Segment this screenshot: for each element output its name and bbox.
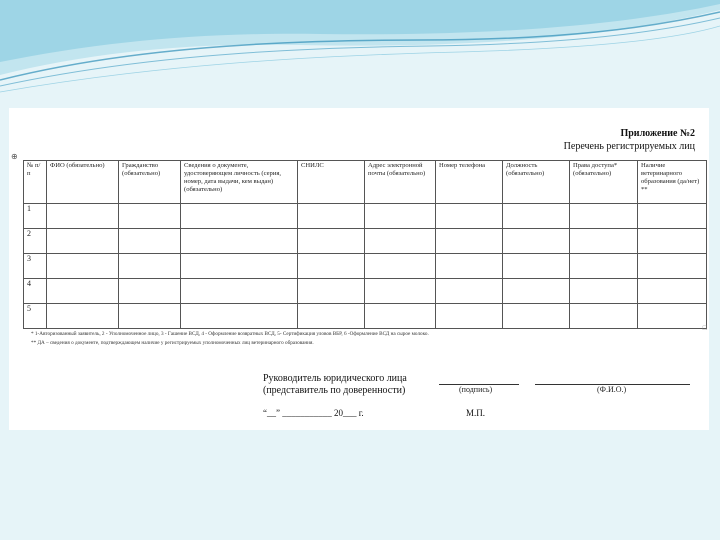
table-cell[interactable] [365, 254, 436, 279]
table-cell[interactable] [365, 204, 436, 229]
table-cell[interactable] [570, 254, 638, 279]
table-row [24, 254, 707, 279]
table-cell[interactable] [47, 304, 119, 329]
table-cell[interactable] [570, 229, 638, 254]
table-row [24, 279, 707, 304]
signatory-title-line1: Руководитель юридического лица [263, 373, 407, 384]
table-cell[interactable] [119, 229, 181, 254]
table-cell[interactable] [638, 304, 707, 329]
appendix-number: Приложение №2 [620, 128, 695, 139]
table-cell[interactable] [119, 304, 181, 329]
col-header-citizenship: Гражданство (обязательно) [119, 161, 181, 204]
table-cell[interactable] [570, 304, 638, 329]
table-row [24, 204, 707, 229]
table-cell[interactable] [365, 279, 436, 304]
row-number: 2 [24, 229, 47, 254]
table-cell[interactable] [570, 279, 638, 304]
table-row [24, 304, 707, 329]
appendix-header [564, 127, 695, 153]
table-cell[interactable] [298, 204, 365, 229]
table-cell[interactable] [181, 204, 298, 229]
footnote-vet-education: ** ДА – сведения о документе, подтверждающем наличие у регистрируемых уполномоченных лиц ветеринарного образования. [31, 340, 314, 346]
table-cell[interactable] [119, 279, 181, 304]
table-cell[interactable] [119, 254, 181, 279]
col-header-id-document: Сведения о документе, удостоверяющем личность (серия, номер, дата выдачи, кем выдан) (обязательно) [181, 161, 298, 204]
table-cell[interactable] [503, 229, 570, 254]
table-cell[interactable] [365, 229, 436, 254]
table-cell[interactable] [436, 204, 503, 229]
signature-label: (подпись) [459, 385, 493, 394]
table-cell[interactable] [436, 254, 503, 279]
table-cell[interactable] [298, 254, 365, 279]
col-header-position: Должность (обязательно) [503, 161, 570, 204]
signatory-title-line2: (представитель по доверенности) [263, 385, 406, 396]
table-cell[interactable] [47, 254, 119, 279]
col-header-email: Адрес электронной почты (обязательно) [365, 161, 436, 204]
document-sheet [9, 108, 709, 430]
table-cell[interactable] [47, 204, 119, 229]
decorative-wave-header [0, 0, 720, 100]
table-cell[interactable] [638, 229, 707, 254]
table-cell[interactable] [365, 304, 436, 329]
table-cell[interactable] [436, 229, 503, 254]
registered-persons-table [23, 160, 707, 329]
table-cell[interactable] [638, 254, 707, 279]
table-cell[interactable] [638, 279, 707, 304]
table-cell[interactable] [503, 204, 570, 229]
col-header-access-rights: Права доступа* (обязательно) [570, 161, 638, 204]
table-cell[interactable] [181, 229, 298, 254]
table-cell[interactable] [436, 304, 503, 329]
col-header-snils: СНИЛС [298, 161, 365, 204]
table-cell[interactable] [181, 254, 298, 279]
table-row [24, 229, 707, 254]
table-cell[interactable] [503, 254, 570, 279]
date-field[interactable]: “__” ___________ 20___ г. [263, 408, 364, 418]
table-cell[interactable] [47, 279, 119, 304]
table-cell[interactable] [298, 229, 365, 254]
table-cell[interactable] [47, 229, 119, 254]
table-header-row [24, 161, 707, 204]
col-header-phone: Номер телефона [436, 161, 503, 204]
col-header-num: № п/п [24, 161, 47, 204]
table-cell[interactable] [638, 204, 707, 229]
margin-mark: □ [702, 324, 707, 332]
row-number: 5 [24, 304, 47, 329]
table-cell[interactable] [181, 279, 298, 304]
table-cell[interactable] [503, 304, 570, 329]
anchor-icon: ⊕ [11, 152, 18, 161]
table-cell[interactable] [436, 279, 503, 304]
table-cell[interactable] [298, 304, 365, 329]
row-number: 3 [24, 254, 47, 279]
table-cell[interactable] [298, 279, 365, 304]
appendix-title: Перечень регистрируемых лиц [563, 141, 695, 152]
footnote-access-rights: * 1-Авторизованный заявитель, 2 - Уполномоченное лицо, 3 - Гашение ВСД, 4 - Оформление возвратных ВСД, 5- Сертификация уловов ВБР, 6 -Оформление ВСД на сырое молоко. [31, 331, 429, 337]
table-cell[interactable] [503, 279, 570, 304]
name-label: (Ф.И.О.) [597, 385, 627, 394]
table-cell[interactable] [181, 304, 298, 329]
stamp-placeholder: М.П. [466, 408, 486, 418]
row-number: 4 [24, 279, 47, 304]
table-cell[interactable] [119, 204, 181, 229]
table-cell[interactable] [570, 204, 638, 229]
col-header-fio: ФИО (обязательно) [47, 161, 119, 204]
footnotes [31, 330, 691, 348]
signatory-title [263, 373, 407, 397]
row-number: 1 [24, 204, 47, 229]
col-header-vet-education: Наличие ветеринарного образования (да/нет) ** [638, 161, 707, 204]
